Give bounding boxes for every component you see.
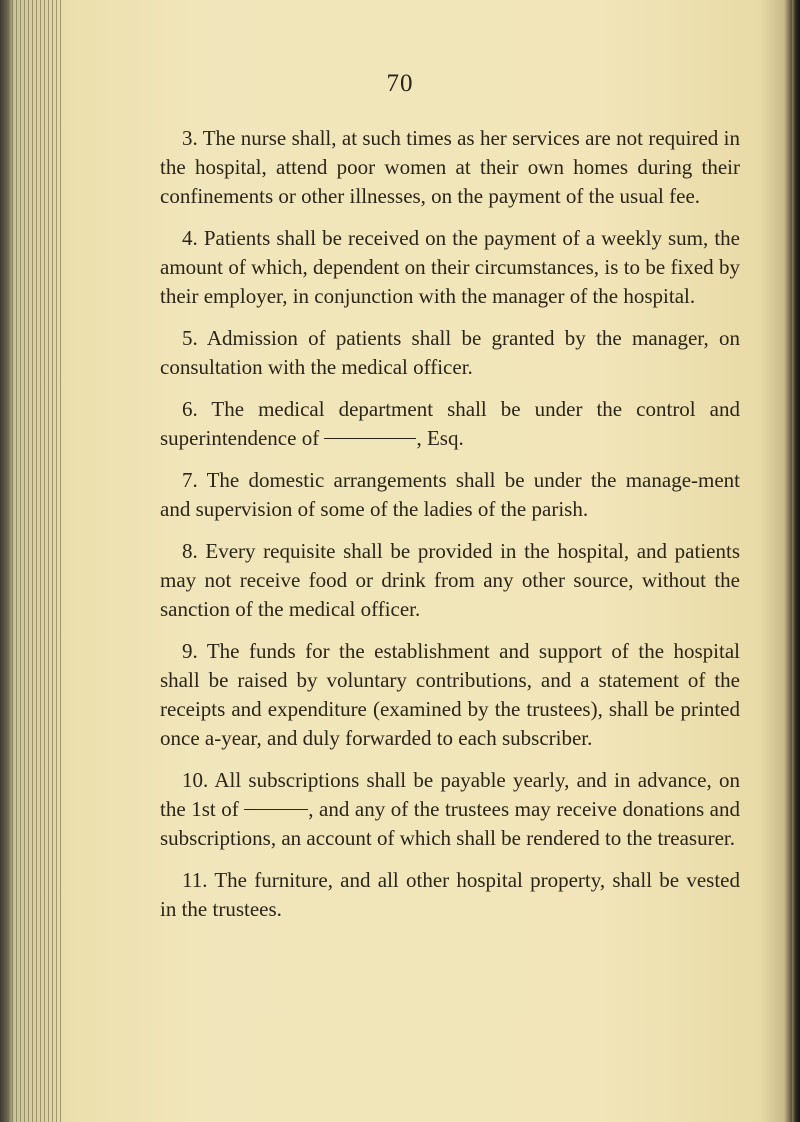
book-spine-shadow [0, 0, 14, 1122]
page-number: 70 [386, 70, 414, 97]
page-right-edge-shadow [792, 0, 800, 1122]
rule-10-text-after-blank: , and any of the trustees may receive donations and subscriptions, an account of which shall be rendered to the treasurer. [160, 797, 741, 850]
rule-paragraph-8: 8. Every requisite shall be provided in the hospital, and patients may not receive food or drink from any other source, without the sanction of the medical officer. [160, 539, 740, 621]
blank-name-line [324, 438, 416, 439]
rule-paragraph-9: 9. The funds for the establishment and support of the hospital shall be raised by voluntary contributions, and a statement of the receipts and expenditure (examined by the trustees), shall be printed once a-year, and duly forwarded to each subscriber. [160, 639, 740, 750]
rule-paragraph-5: 5. Admission of patients shall be granted by the manager, on consultation with the medical officer. [160, 326, 740, 379]
rule-paragraph-11: 11. The furniture, and all other hospital property, shall be vested in the trustees. [160, 868, 740, 921]
rule-paragraph-10 [160, 766, 740, 853]
rule-paragraph-3: 3. The nurse shall, at such times as her services are not required in the hospital, attend poor women at their own homes during their confinements or other illnesses, on the payment of the usual fee. [160, 126, 740, 208]
rule-paragraph-6 [160, 395, 740, 453]
rule-paragraph-4: 4. Patients shall be received on the payment of a weekly sum, the amount of which, dependent on their circumstances, is to be fixed by their employer, in conjunction with the manager of the hospital. [160, 226, 740, 308]
page-body [160, 124, 740, 937]
rule-6-text-before-blank: 6. The medical department shall be under the control and superintendence of [160, 397, 740, 450]
blank-month-line [244, 809, 308, 810]
rule-6-text-after-blank: , Esq. [416, 426, 464, 450]
rule-paragraph-7: 7. The domestic arrangements shall be under the manage-ment and supervision of some of the ladies of the parish. [160, 468, 740, 521]
rule-10-text-before-blank: 10. All subscriptions shall be payable yearly, and in advance, on the 1st of [160, 768, 740, 821]
